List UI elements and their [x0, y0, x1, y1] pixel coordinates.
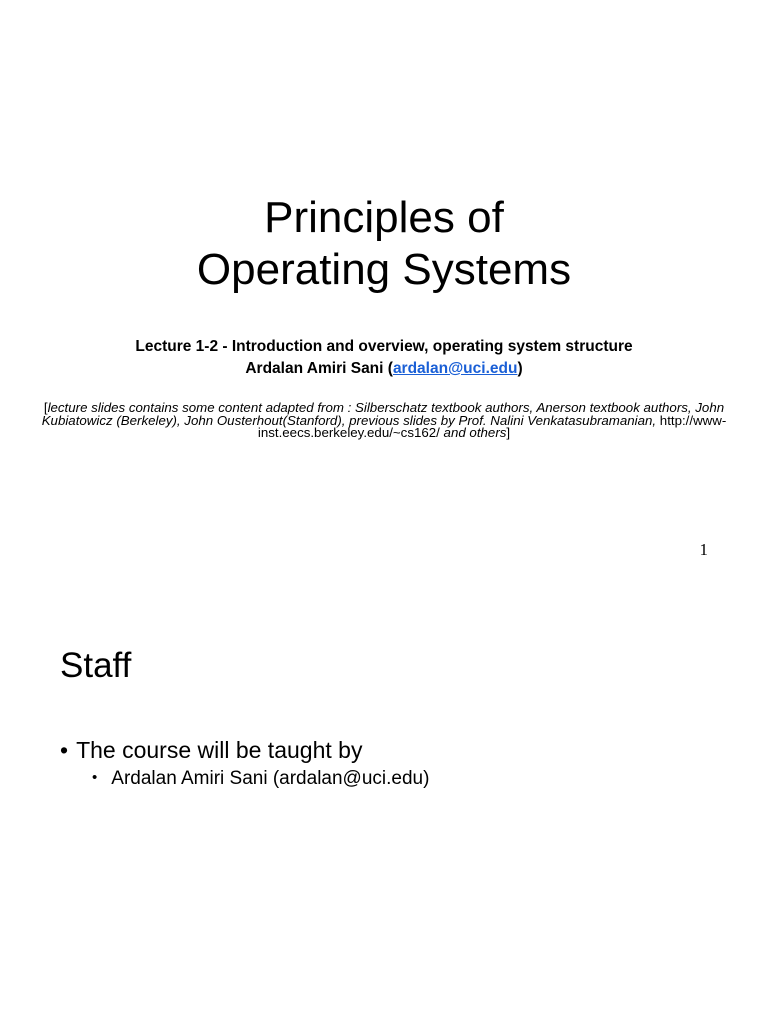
sub-bullet-item [92, 766, 429, 791]
credits-open-bracket: [ [43, 400, 48, 415]
lecture-title: Lecture 1-2 - Introduction and overview, operating system structure [135, 338, 633, 355]
author-line [0, 358, 768, 380]
bullet-item [60, 736, 362, 764]
title-line-2: Operating Systems [196, 245, 572, 294]
author-name: Ardalan Amiri Sani ( [245, 360, 393, 377]
credits-close-bracket: ] [506, 425, 511, 441]
credits-text-2: and others [439, 425, 507, 441]
sub-bullet-text: Ardalan Amiri Sani (ardalan@uci.edu) [111, 768, 430, 789]
bullet-text: The course will be taught by [76, 737, 363, 763]
page-number: 1 [699, 540, 708, 559]
credits-note [40, 402, 728, 440]
author-email-link[interactable]: ardalan@uci.edu [392, 360, 518, 377]
slide-2 [0, 600, 768, 1024]
credits-text-1: lecture slides contains some content adapted from : Silberschatz textbook authors, Anerson textbook authors, John Kubiatowicz (Berkeley), John Ousterhout(Stanford), previous slides by Prof. Nalini Venkatasubramanian, [41, 400, 725, 428]
title-line-1: Principles of [264, 193, 504, 242]
author-close-paren: ) [517, 360, 523, 377]
sub-bullet-dot-icon: • [92, 769, 98, 786]
staff-heading: Staff [60, 646, 132, 685]
slide-subtitle [0, 336, 768, 380]
credits-url: http://www-inst.eecs.berkeley.edu/~cs162/ [257, 412, 727, 441]
bullet-dot-icon: • [60, 737, 69, 763]
slide-title [0, 192, 768, 296]
